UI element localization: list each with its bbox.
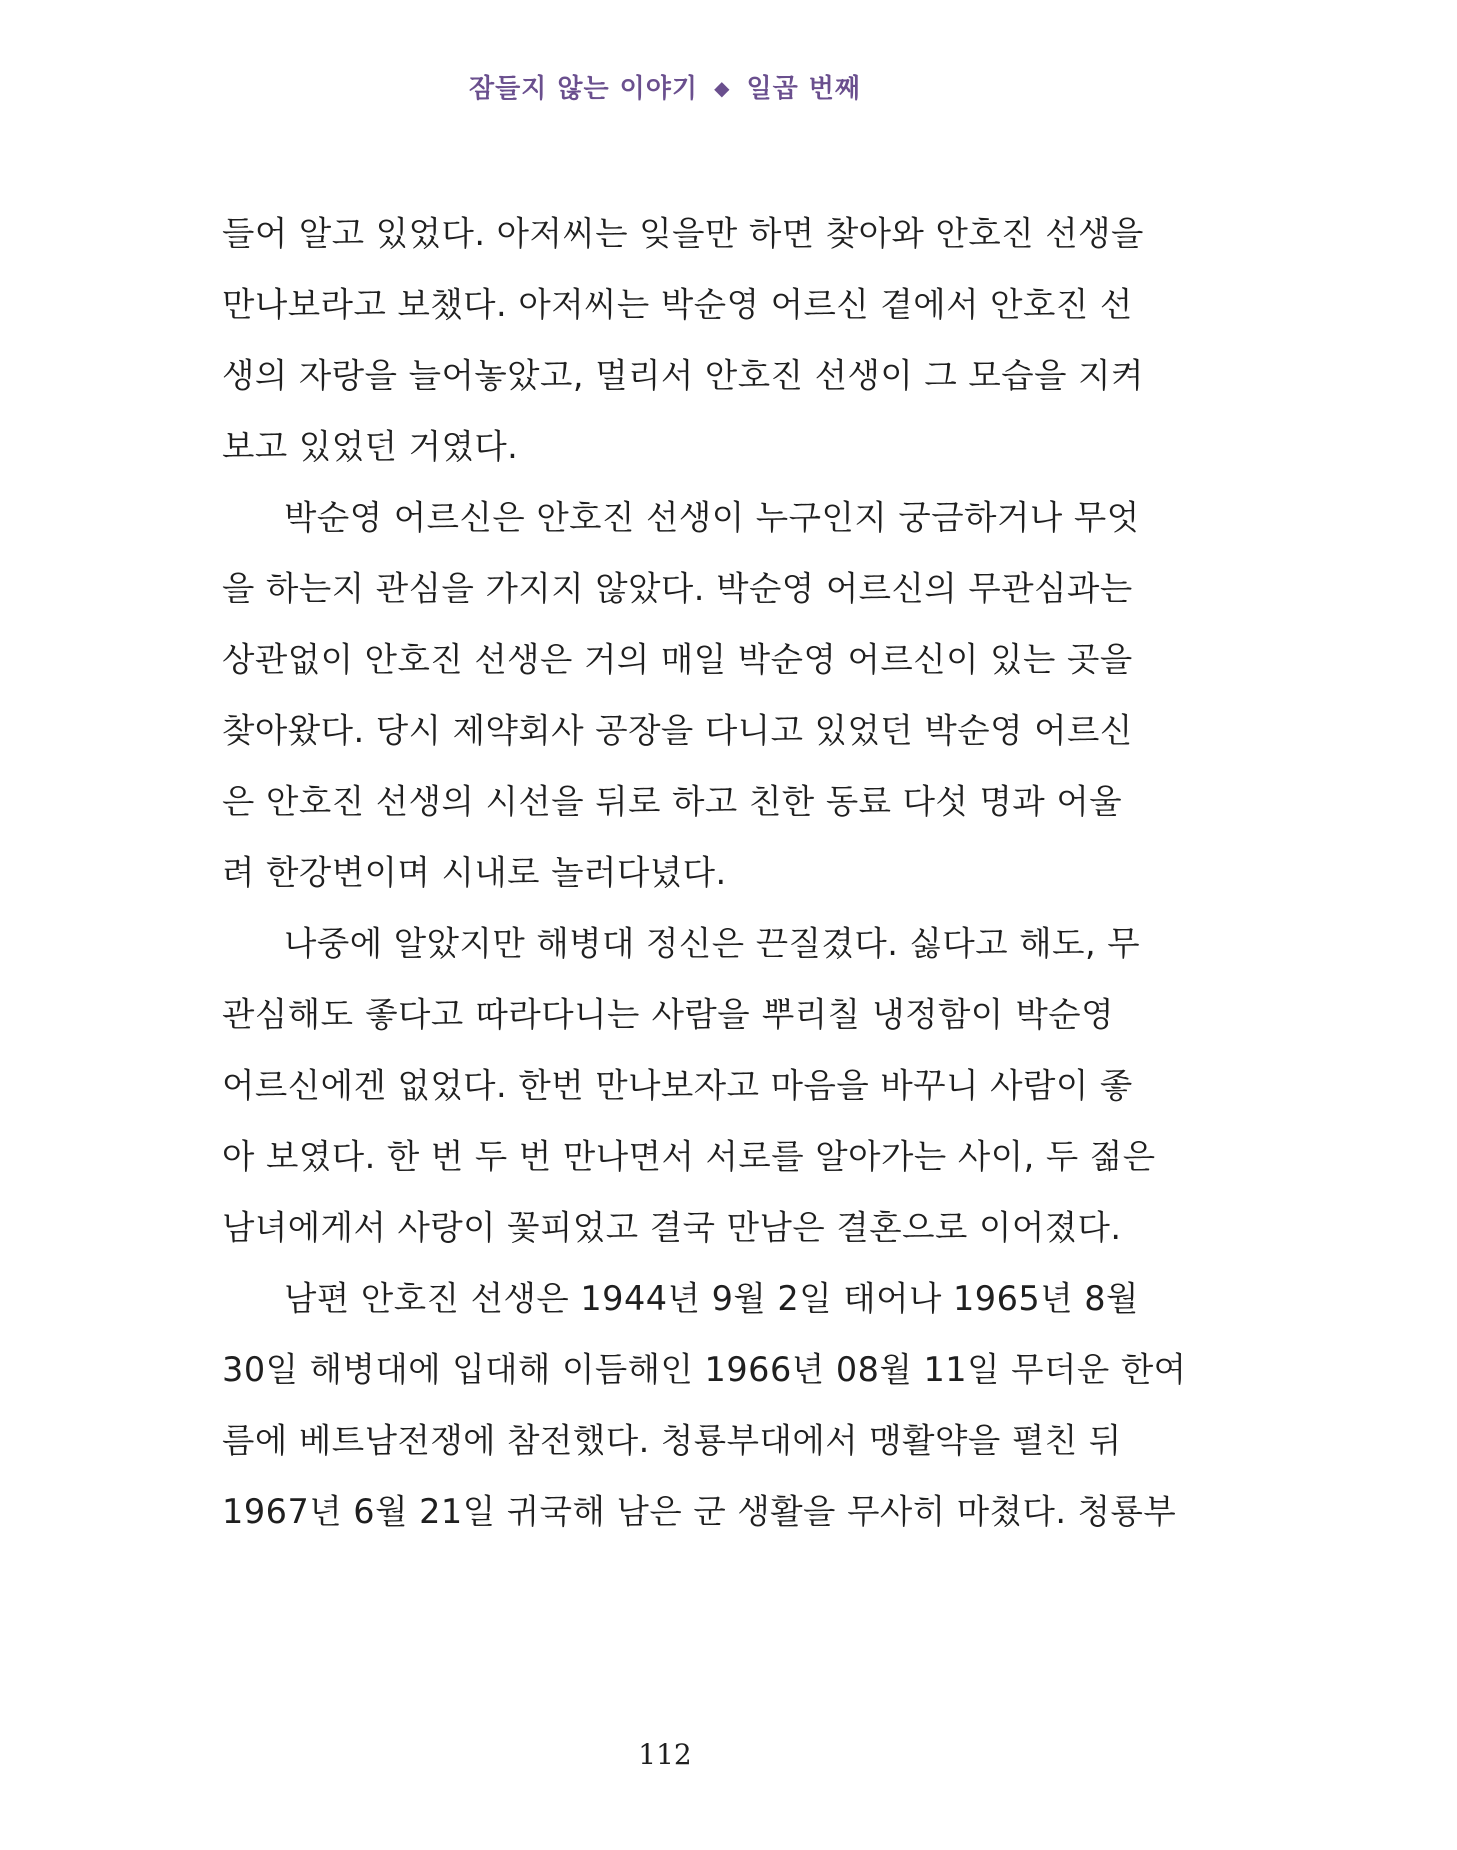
text-line: 아 보였다. 한 번 두 번 만나면서 서로를 알아가는 사이, 두 젊은: [222, 1137, 1156, 1176]
text-line: 상관없이 안호진 선생은 거의 매일 박순영 어르신이 있는 곳을: [222, 640, 1133, 679]
chapter-title: 일곱 번째: [746, 74, 862, 104]
text-line: 관심해도 좋다고 따라다니는 사람을 뿌리칠 냉정함이 박순영: [222, 995, 1114, 1034]
paragraph-start-line: 나중에 알았지만 해병대 정신은 끈질겼다. 싫다고 해도, 무: [284, 924, 1141, 963]
text-line: 찾아왔다. 당시 제약회사 공장을 다니고 있었던 박순영 어르신: [222, 711, 1133, 750]
text-line: 들어 알고 있었다. 아저씨는 잊을만 하면 찾아와 안호진 선생을: [222, 214, 1144, 253]
running-header: [0, 68, 1330, 105]
text-line: 보고 있었던 거였다.: [222, 427, 519, 466]
text-line: 1967년 6월 21일 귀국해 남은 군 생활을 무사히 마쳤다. 청룡부: [222, 1492, 1177, 1531]
text-line: 어르신에겐 없었다. 한번 만나보자고 마음을 바꾸니 사람이 좋: [222, 1066, 1133, 1105]
text-line: 름에 베트남전쟁에 참전했다. 청룡부대에서 맹활약을 펼친 뒤: [222, 1421, 1122, 1460]
text-line: 30일 해병대에 입대해 이듬해인 1966년 08월 11일 무더운 한여: [222, 1350, 1187, 1389]
book-title: 잠들지 않는 이야기: [468, 74, 698, 104]
body-text: [222, 198, 1187, 1547]
paragraph-start-line: 박순영 어르신은 안호진 선생이 누구인지 궁금하거나 무엇: [284, 498, 1140, 537]
paragraph-start-line: 남편 안호진 선생은 1944년 9월 2일 태어나 1965년 8월: [284, 1279, 1139, 1318]
text-line: 남녀에게서 사랑이 꽃피었고 결국 만남은 결혼으로 이어졌다.: [222, 1208, 1122, 1247]
text-line: 은 안호진 선생의 시선을 뒤로 하고 친한 동료 다섯 명과 어울: [222, 782, 1123, 821]
text-line: 을 하는지 관심을 가지지 않았다. 박순영 어르신의 무관심과는: [222, 569, 1133, 608]
text-line: 생의 자랑을 늘어놓았고, 멀리서 안호진 선생이 그 모습을 지켜: [222, 356, 1144, 395]
text-line: 만나보라고 보챘다. 아저씨는 박순영 어르신 곁에서 안호진 선: [222, 285, 1133, 324]
text-line: 려 한강변이며 시내로 놀러다녔다.: [222, 853, 727, 892]
diamond-separator-icon: ◆: [714, 76, 731, 100]
page-number: 112: [638, 1738, 692, 1771]
